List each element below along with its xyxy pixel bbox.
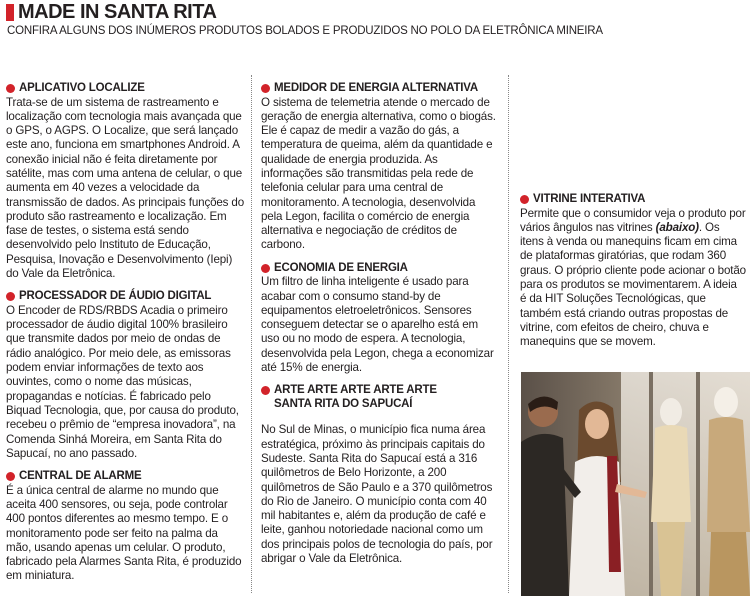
section-body: O Encoder de RDS/RBDS Acadia o primeiro processador de áudio digital 100% brasileiro que transmite dados por meio de ondas de rádio analógico. Por meio dele, as emissoras podem enviar informações de texto aos ouvintes, como o nome das músicas, propagandas e notícias. É fabricado pelo Biquad Tecnologia, que, por causa do produto, recebeu o prêmio de “empresa inovadora”, na Comenda Sinhá Moreira, em Santa Rita do Sapucaí, no ano passado. [6,303,239,460]
body-text: Permite que o consumidor veja o produto por vários ângulos nas vitrines [520,206,746,234]
article-santa-rita [261,384,499,566]
section-body: No Sul de Minas, o município fica numa área estratégica, próximo às principais capitais do Sudeste. Santa Rita do Sapucaí está a 316 quilômetros de Belo Horizonte, a 200 quilômetros de São Paulo e a 370 quilômetros do Rio de Janeiro. O município conta com 40 mil habitantes e, além da produção de café e leite, ganhou notoriedade nacional como um dos principais polos de tecnologia do país, por abrigar o Vale da Eletrônica. [261,423,493,566]
section-body: O sistema de telemetria atende o mercado de geração de energia alternativa, como o biogás. Ele é capaz de medir a vazão do gás, a temperatura de queima, além da quantidade e qualidade de energia produzida. As informações são transmitidas pela rede de telefonia celular para uma central de monitoramento. A tecnologia, desenvolvida pela Legon, facilita o comércio de energia alternativa e negociação de créditos de carbono. [261,95,496,252]
article-vitrine-interativa [520,193,746,349]
section-title: CENTRAL DE ALARME [19,470,142,483]
section-heading [6,470,244,484]
section-body: É a única central de alarme no mundo que aceita 400 sensores, ou seja, pode controlar 400 pontos diferentes ao mesmo tempo. E o monitoramento pode ser feito na palma da mão, usando apenas um celular. O produto, fabricado pela Alarmes Santa Rita, é produzido em miniatura. [6,483,242,583]
photo-illustration [521,372,750,596]
section-title-line1: ARTE ARTE ARTE ARTE ARTE [274,384,437,397]
bullet-icon [261,264,270,273]
title-accent-bar [6,4,14,21]
section-title-block [274,384,437,411]
section-heading [261,384,499,411]
section-body: Um filtro de linha inteligente é usado para acabar com o consumo stand-by de equipamentos eletroeletrônicos. Sensores conseguem detectar se o aparelho está em uso ou no modo de espera. A tecnologia, desenvolvida pela Legon, chega a economizar até 15% de energia. [261,275,494,375]
bullet-icon [6,84,15,93]
column-right [520,193,746,349]
bullet-icon [261,84,270,93]
section-heading [520,193,746,207]
column-divider [251,75,252,593]
section-title-line2: SANTA RITA DO SAPUCAÍ [274,397,413,410]
section-heading [6,82,244,96]
section-body: Trata-se de um sistema de rastreamento e localização com tecnologia mais avançada que o GPS, o AGPS. O Localize, que será lançado este ano, funciona em smartphones Android. A conexão inicial não é feita diretamente por satélite, mas com uma antena de celular, o que aumenta em 40 vezes a velocidade da transmissão de dados. As principais funções do produto são rastreamento e localização. Em fase de testes, o sistema está sendo desenvolvido pelo Instituto de Educação, Pesquisa, Inovação e Desenvolvimento (Iepi) do Vale da Eletrônica. [6,95,244,281]
body-text: . Os itens à venda ou manequins ficam em cima de plataformas giratórias, que rodam 360 graus. O próprio cliente pode acionar o botão para os produtos se movimentarem. A ideia é da HIT Soluções Tecnológicas, que também está criando outras propostas de vitrine, com efeitos de cheiro, chuva e manequins que se movem. [520,220,746,349]
column-left [6,82,244,584]
bullet-icon [6,292,15,301]
column-middle [261,82,499,566]
article-processador-audio [6,290,244,461]
section-title: MEDIDOR DE ENERGIA ALTERNATIVA [274,82,478,94]
shop-window-photo [521,372,750,596]
article-medidor-energia [261,82,499,253]
article-central-alarme [6,470,244,584]
bullet-icon [520,195,529,204]
body-emphasis: (abaixo) [655,220,699,234]
page-title: MADE IN SANTA RITA [18,1,217,23]
section-heading [261,262,499,276]
section-title: APLICATIVO LOCALIZE [19,82,145,94]
section-body [520,207,746,350]
column-divider [508,75,509,593]
article-aplicativo-localize [6,82,244,281]
section-title: ECONOMIA DE ENERGIA [274,261,408,274]
section-heading [6,290,244,304]
page-subtitle: CONFIRA ALGUNS DOS INÚMEROS PRODUTOS BOLADOS E PRODUZIDOS NO POLO DA ELETRÔNICA MINEIRA [7,25,603,37]
section-heading [261,82,499,96]
section-title: VITRINE INTERATIVA [533,193,646,205]
bullet-icon [6,472,15,481]
section-title: PROCESSADOR DE ÁUDIO DIGITAL [19,290,212,303]
bullet-icon [261,386,270,395]
article-economia-energia [261,262,499,376]
